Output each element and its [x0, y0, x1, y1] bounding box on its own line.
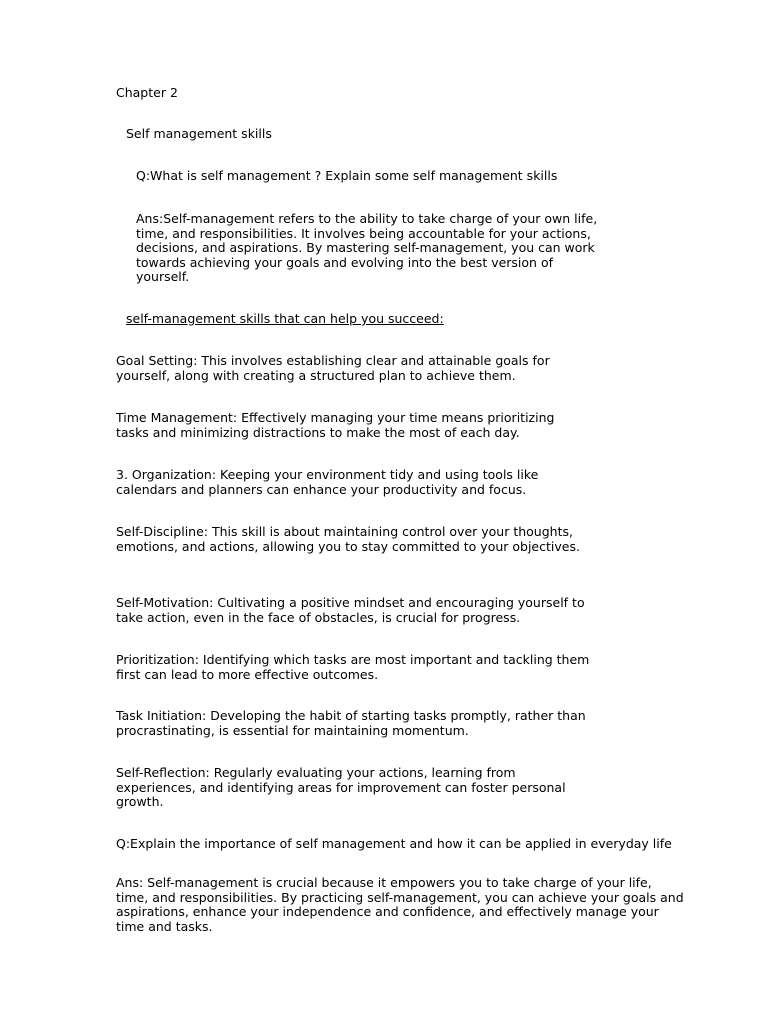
skill-organization: 3. Organization: Keeping your environment tidy and using tools like calendars and planners can enhance your productivity and focus. — [116, 467, 539, 497]
question-2: Q:Explain the importance of self management and how it can be applied in everyday life — [116, 836, 672, 851]
section-title: Self management skills — [126, 126, 272, 141]
skill-self-motivation: Self-Motivation: Cultivating a positive mindset and encouraging yourself to take action, even in the face of obstacles, is crucial for progress. — [116, 595, 585, 625]
answer-2: Ans: Self-management is crucial because it empowers you to take charge of your life, time, and responsibilities. By practicing self-management, you can achieve your goals and aspirations, enhance your independence and confidence, and effectively manage your time and tasks. — [116, 875, 684, 934]
question-1: Q:What is self management ? Explain some self management skills — [136, 168, 558, 183]
chapter-heading: Chapter 2 — [116, 85, 178, 100]
skills-heading: self-management skills that can help you succeed: — [126, 311, 444, 326]
skill-self-reflection: Self-Reflection: Regularly evaluating your actions, learning from experiences, and identifying areas for improvement can foster personal growth. — [116, 765, 566, 809]
skill-self-discipline: Self-Discipline: This skill is about maintaining control over your thoughts, emotions, and actions, allowing you to stay committed to your objectives. — [116, 524, 580, 554]
answer-1: Ans:Self-management refers to the ability to take charge of your own life, time, and responsibilities. It involves being accountable for your actions, decisions, and aspirations. By mastering self-management, you can work towards achieving your goals and evolving into the best version of yourself. — [136, 211, 598, 284]
skill-prioritization: Prioritization: Identifying which tasks are most important and tackling them first can lead to more effective outcomes. — [116, 652, 590, 682]
skill-task-initiation: Task Initiation: Developing the habit of starting tasks promptly, rather than procrastinating, is essential for maintaining momentum. — [116, 708, 586, 738]
skill-goal-setting: Goal Setting: This involves establishing clear and attainable goals for yourself, along with creating a structured plan to achieve them. — [116, 353, 550, 383]
skill-time-management: Time Management: Effectively managing your time means prioritizing tasks and minimizing distractions to make the most of each day. — [116, 410, 555, 440]
